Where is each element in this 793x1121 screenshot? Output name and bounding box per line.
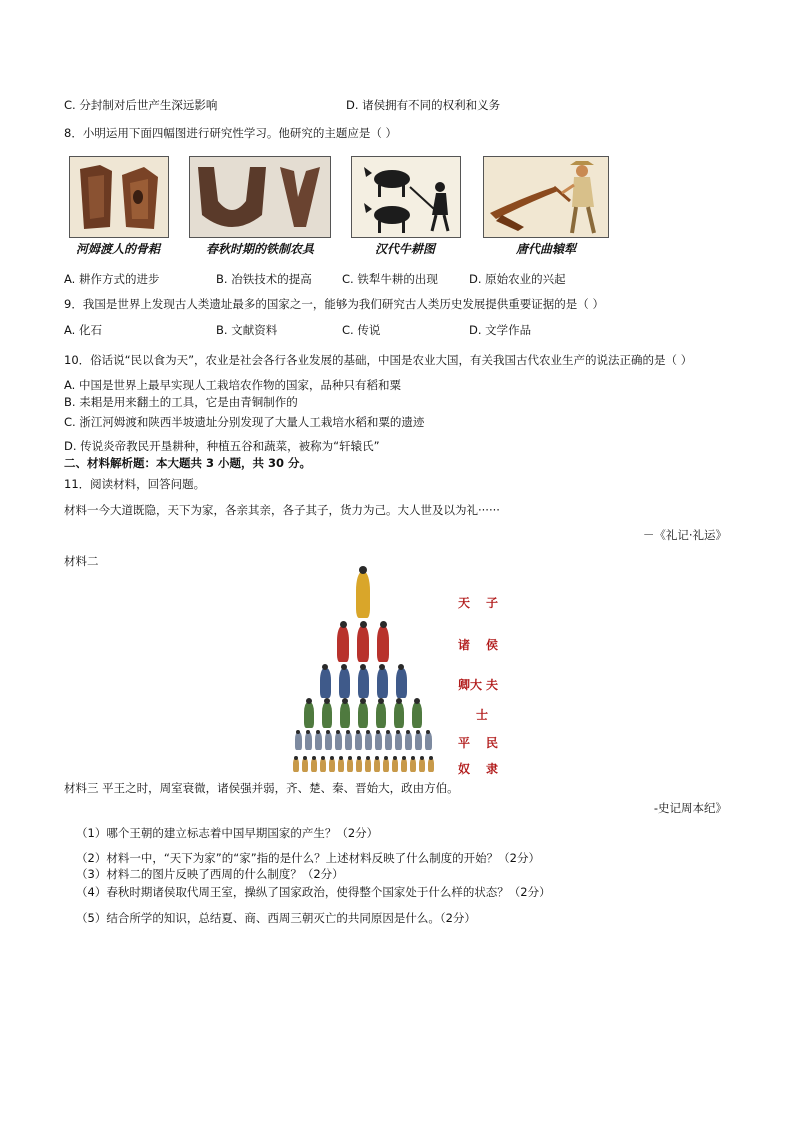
q7-option-c: C. 分封制对后世产生深远影响 [64, 98, 218, 112]
pyramid-figure [305, 732, 312, 750]
pyramid-figure [358, 668, 369, 698]
pyramid-figure-head [359, 566, 367, 574]
pyramid-figure [339, 668, 350, 698]
q9-option-b: B. 文献资料 [216, 323, 278, 337]
ox-plowing-image [351, 156, 461, 238]
pyramid-figure [340, 702, 350, 728]
pyramid-figure-head [322, 664, 328, 670]
pyramid-figure-head [341, 664, 347, 670]
pyramid-figure-head [306, 698, 312, 704]
label-pingmin-2: 民 [486, 736, 499, 750]
pyramid-figure-head [376, 730, 380, 734]
iron-tools-caption: 春秋时期的铁制农具 [205, 242, 314, 256]
pyramid-figure [405, 732, 412, 750]
pyramid-figure [374, 758, 380, 772]
label-tianzi-1: 天 [458, 596, 471, 610]
pyramid-figure-head [366, 730, 370, 734]
ox-plowing-caption: 汉代牛耕图 [374, 242, 435, 256]
pyramid-figure [365, 732, 372, 750]
material1-text: 材料一今大道既隐，天下为家，各亲其亲，各子其子，货力为己。大人世及以为礼······ [64, 503, 500, 517]
label-zhuhou-1: 诸 [458, 638, 471, 652]
pyramid-figure [377, 668, 388, 698]
pyramid-figure [383, 758, 389, 772]
q11-stem: 11．阅读材料，回答问题。 [64, 477, 206, 491]
bone-spade-caption: 河姆渡人的骨耜 [75, 242, 160, 256]
pyramid-figure-head [375, 756, 379, 760]
q8-stem: 8．小明运用下面四幅图进行研究性学习。他研究的主题应是（ ） [64, 126, 397, 140]
pyramid-figure-head [340, 621, 347, 628]
q9-option-c: C. 传说 [342, 323, 381, 337]
pyramid-figure-head [330, 756, 334, 760]
material2-label: 材料二 [64, 554, 99, 568]
iron-tools-image [189, 156, 331, 238]
pyramid-figure [356, 758, 362, 772]
label-qingdafu-2: 夫 [486, 678, 499, 692]
q9-option-d: D. 文学作品 [469, 323, 532, 337]
pyramid-figure-head [426, 730, 430, 734]
pyramid-figure-head [326, 730, 330, 734]
section-heading: 二、材料解析题：本大题共 3 小题，共 30 分。 [64, 456, 312, 470]
q11-sub1: （1）哪个王朝的建立标志着中国早期国家的产生？（2分） [76, 826, 379, 840]
pyramid-figure [335, 732, 342, 750]
label-tianzi-2: 子 [486, 596, 499, 610]
label-qingdafu-1: 卿大 [458, 678, 483, 692]
label-pingmin-1: 平 [458, 736, 471, 750]
pyramid-figure [329, 758, 335, 772]
q7-option-d: D. 诸侯拥有不同的权利和义务 [346, 98, 501, 112]
curved-plow-caption: 唐代曲辕犁 [515, 242, 576, 256]
pyramid-figure-head [312, 756, 316, 760]
material3-source: -史记周本纪》 [653, 801, 727, 815]
pyramid-figure-head [360, 621, 367, 628]
pyramid-figure-head [336, 730, 340, 734]
q8-option-b: B. 冶铁技术的提高 [216, 272, 312, 286]
pyramid-figure-head [360, 664, 366, 670]
pyramid-figure-head [303, 756, 307, 760]
pyramid-figure-head [316, 730, 320, 734]
pyramid-figure [356, 572, 370, 618]
q8-option-d: D. 原始农业的兴起 [469, 272, 566, 286]
pyramid-figure [315, 732, 322, 750]
bone-spade-image [69, 156, 169, 238]
pyramid-figure [337, 626, 349, 662]
pyramid-figure [293, 758, 299, 772]
q10-option-a: A. 中国是世界上最早实现人工栽培农作物的国家，品种只有稻和粟 [64, 378, 401, 392]
pyramid-figure-head [366, 756, 370, 760]
pyramid-figure-head [321, 756, 325, 760]
pyramid-figure-head [384, 756, 388, 760]
pyramid-figure [320, 758, 326, 772]
pyramid-figure-head [324, 698, 330, 704]
material3-text: 材料三 平王之时，周室衰微，诸侯强并弱，齐、楚、秦、晋始大，政由方伯。 [64, 781, 459, 795]
label-shi: 士 [476, 708, 489, 722]
pyramid-figure-head [342, 698, 348, 704]
pyramid-figure [396, 668, 407, 698]
q9-stem: 9．我国是世界上发现古人类遗址最多的国家之一，能够为我们研究古人类历史发展提供重要证据的是（ ） [64, 297, 604, 311]
pyramid-figure [385, 732, 392, 750]
pyramid-figure-head [357, 756, 361, 760]
pyramid-figure [338, 758, 344, 772]
pyramid-figure [410, 758, 416, 772]
q9-option-a: A. 化石 [64, 323, 102, 337]
pyramid-figure [304, 702, 314, 728]
q11-sub3: （3）材料二的图片反映了西周的什么制度？（2分） [76, 867, 344, 881]
q11-sub5: （5）结合所学的知识，总结夏、商、西周三朝灭亡的共同原因是什么。（2分） [76, 911, 476, 925]
label-zhuhou-2: 侯 [486, 638, 499, 652]
pyramid-figure [358, 702, 368, 728]
pyramid-figure [355, 732, 362, 750]
pyramid-figure-head [339, 756, 343, 760]
pyramid-figure-head [420, 756, 424, 760]
q11-sub4: （4）春秋时期诸侯取代周王室，操纵了国家政治，使得整个国家处于什么样的状态？（2分） [76, 885, 551, 899]
q10-option-b: B. 耒耜是用来翻土的工具，它是由青铜制作的 [64, 395, 298, 409]
pyramid-figure-head [378, 698, 384, 704]
pyramid-figure-head [380, 621, 387, 628]
label-nuli-2: 隶 [486, 762, 499, 776]
pyramid-figure [311, 758, 317, 772]
pyramid-figure-head [360, 698, 366, 704]
pyramid-figure-head [396, 698, 402, 704]
pyramid-figure-head [379, 664, 385, 670]
material1-source: －《礼记·礼运》 [642, 528, 727, 542]
pyramid-figure-head [414, 698, 420, 704]
hierarchy-pyramid-image [278, 568, 518, 780]
pyramid-figure [395, 732, 402, 750]
pyramid-figure-head [402, 756, 406, 760]
pyramid-figure-head [393, 756, 397, 760]
pyramid-figure-head [346, 730, 350, 734]
pyramid-figure [394, 702, 404, 728]
q8-option-c: C. 铁犁牛耕的出现 [342, 272, 438, 286]
pyramid-figure-head [398, 664, 404, 670]
pyramid-figure-head [294, 756, 298, 760]
pyramid-figure [392, 758, 398, 772]
pyramid-figure-head [416, 730, 420, 734]
pyramid-figure [376, 702, 386, 728]
q11-sub2: （2）材料一中，“天下为家”的“家”指的是什么？上述材料反映了什么制度的开始？（2分） [76, 851, 540, 865]
pyramid-figure [365, 758, 371, 772]
pyramid-figure [322, 702, 332, 728]
q10-stem: 10．俗话说“民以食为天”，农业是社会各行各业发展的基础，中国是农业大国，有关我国古代农业生产的说法正确的是（ ） [64, 353, 693, 367]
pyramid-figure-head [306, 730, 310, 734]
pyramid-figure [415, 732, 422, 750]
pyramid-figure [377, 626, 389, 662]
curved-plow-image [483, 156, 609, 238]
q8-option-a: A. 耕作方式的进步 [64, 272, 160, 286]
pyramid-figure [345, 732, 352, 750]
pyramid-figure [375, 732, 382, 750]
pyramid-figure [401, 758, 407, 772]
pyramid-figure [302, 758, 308, 772]
pyramid-figure [428, 758, 434, 772]
pyramid-figure [412, 702, 422, 728]
pyramid-figure [325, 732, 332, 750]
pyramid-figure [357, 626, 369, 662]
pyramid-figures [278, 568, 448, 780]
q10-option-d: D. 传说炎帝教民开垦耕种，种植五谷和蔬菜，被称为“轩辕氏” [64, 439, 380, 453]
pyramid-figure-head [406, 730, 410, 734]
pyramid-figure-head [296, 730, 300, 734]
q10-option-c: C. 浙江河姆渡和陕西半坡遗址分别发现了大量人工栽培水稻和粟的遗迹 [64, 415, 425, 429]
pyramid-figure-head [396, 730, 400, 734]
pyramid-figure [425, 732, 432, 750]
pyramid-figure-head [429, 756, 433, 760]
pyramid-figure [347, 758, 353, 772]
pyramid-figure [320, 668, 331, 698]
label-nuli-1: 奴 [458, 762, 471, 776]
pyramid-figure-head [348, 756, 352, 760]
pyramid-figure-head [411, 756, 415, 760]
pyramid-figure-head [356, 730, 360, 734]
pyramid-figure [295, 732, 302, 750]
pyramid-figure [419, 758, 425, 772]
pyramid-figure-head [386, 730, 390, 734]
